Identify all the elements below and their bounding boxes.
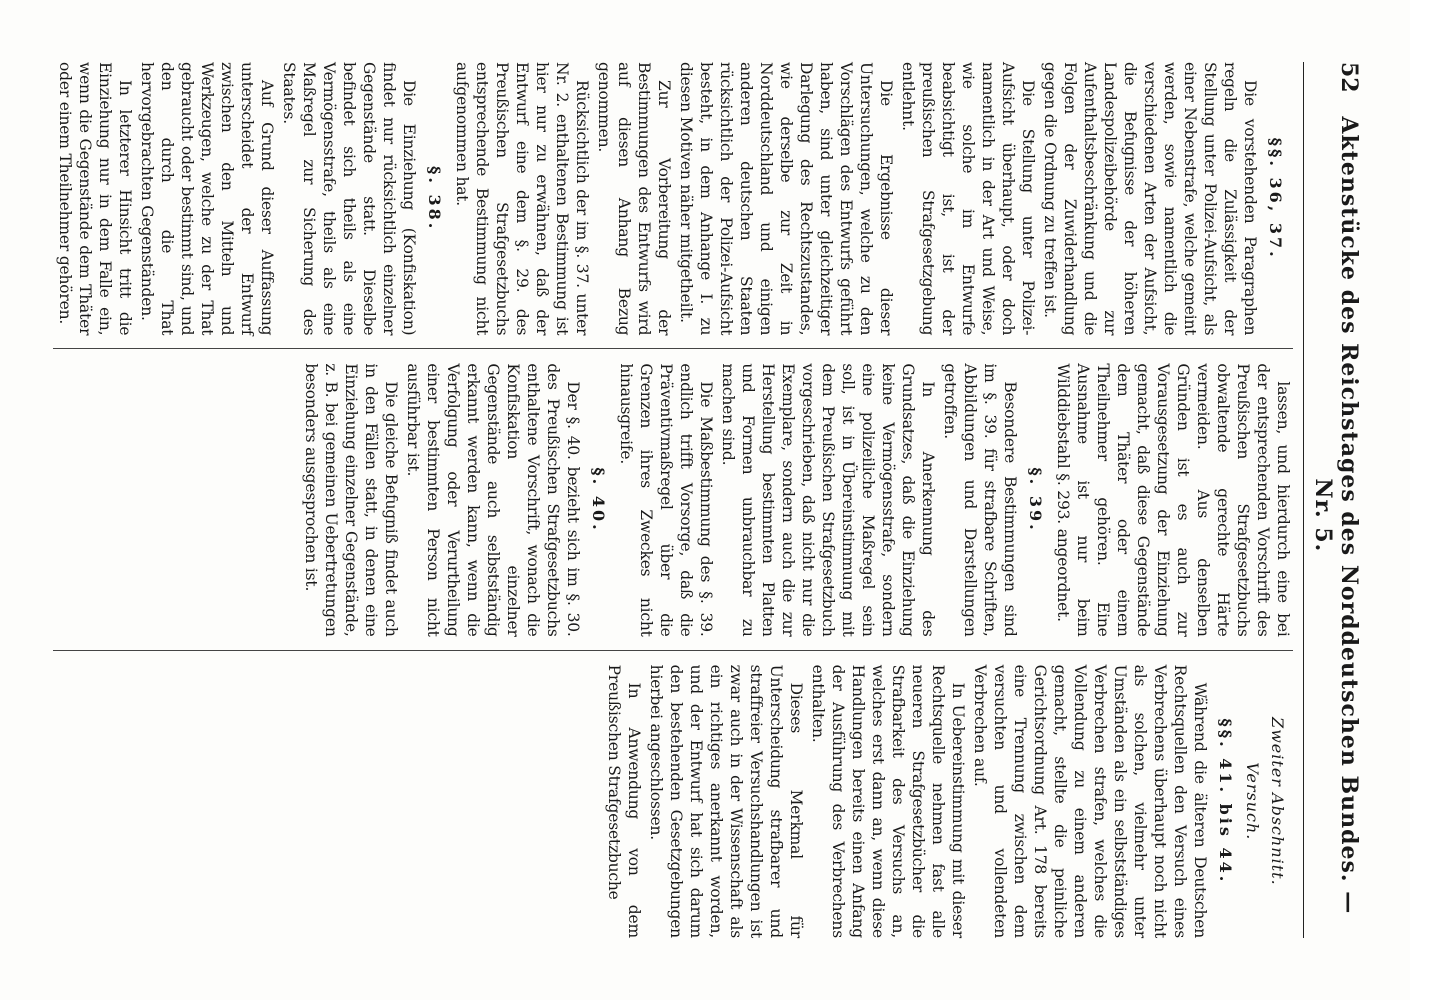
paragraph: In Uebereinstimmung mit dieser Rechtsquelle nehmen fast alle neueren Strafgesetzbücher die Strafbarkeit des Versuchs an, welches erst dann an, wenn diese Handlungen bereits einen Anfang der Ausführung des Verbrechens enthalten. <box>809 664 967 938</box>
page-header <box>1303 62 1362 938</box>
section-heading: Zweiter Abschnitt. <box>1268 716 1287 886</box>
paragraph: Während die älteren Deutschen Rechtsquellen den Versuch eines Verbrechens überhaupt noch nicht als solchen, vielmehr unter Umständen als ein selbstständiges Verbrechen strafen, welches die Vollendung zu einem anderen gemacht, stellte die peinliche Gerichtsordnung Art. 178 bereits eine Trennung zwischen dem versuchten und vollendeten Verbrechen auf. <box>971 664 1209 938</box>
section-heading: §. 40. <box>589 467 608 533</box>
paragraph: Rücksichtlich der im §. 37. unter Nr. 2. enthaltenen Bestimmung ist hier nur zu erwähnen, daß der Entwurf eine dem §. 29. des Preußischen Strafgesetzbuchs entsprechende Bestimmung nicht aufgenommen hat. <box>453 62 591 336</box>
paragraph: In letzterer Hinsicht tritt die Einziehung nur in dem Falle ein, wenn die Gegenstände dem Thäter oder einem Theilnehmer gehören. <box>56 62 134 336</box>
left-column <box>53 62 1293 335</box>
section-heading: §. 38. <box>425 165 444 232</box>
paragraph: Dieses Merkmal für Unterscheidung strafbarer und straffreier Versuchshandlungen ist zwar auch in der Wissenschaft als ein richtiges anerkannt worden, und der Entwurf hat sich darum den bestehenden Gesetzgebungen hierbei angeschlossen. <box>647 664 805 938</box>
right-column <box>53 665 1293 938</box>
paragraph: Auf Grund dieser Auffassung unterscheidet der Entwurf zwischen den Mitteln und Werkzeugen, welche zu der That gebraucht oder bestimmt sind, und den durch die That hervorgebrachten Gegenständen. <box>138 62 276 336</box>
paragraph: Die vorstehenden Paragraphen regeln die Zulässigkeit der Stellung unter Polizei-Aufsicht, als einer Nebenstrafe, welche gemeint werden, sowie namentlich die verschiedenen Arten der Aufsicht, die Befugnisse der höheren Landespolizeibehörde zur Aufenthaltsbeschränkung und die Folgen der Zuwiderhandlung gegen die Ordnung zu treffen ist. <box>1041 62 1259 336</box>
paragraph: In Anerkennung des Grundsatzes, daß die Einziehung keine Vermögensstrafe, sondern eine polizeiliche Maßregel sein soll, ist in Übereinstimmung mit dem Preußischen Strafgesetzbuch vorgeschrieben, daß nicht nur die Exemplare, sondern auch die zur Herstellung bestimmten Platten und Formen unbrauchbar zu machen sind. <box>719 363 937 637</box>
text-columns <box>53 62 1293 938</box>
section-heading: Versuch. <box>1243 762 1262 841</box>
section-heading: §. 39. <box>1026 467 1045 533</box>
running-title: Aktenstücke des Reichstages des Norddeutschen Bundes. — Nr. 5. <box>1310 116 1362 915</box>
paragraph: In Anwendung von dem Preußischen Strafgesetzbuche <box>605 664 643 938</box>
page-number: 52 <box>1336 62 1362 93</box>
paragraph: Die Einziehung (Konfiskation) findet nur rücksichtlich einzelner Gegenstände statt. Dieselbe befindet sich theils als eine Vermögensstrafe, theils als eine Maßregel zur Sicherung des Staates. <box>280 62 418 336</box>
paragraph: Die gleiche Befugniß findet auch in den Fällen statt, in denen eine Einziehung einzelner Gegenstände, z. B. bei gemeinen Uebertretungen besonders ausgesprochen ist. <box>302 363 400 637</box>
paragraph: Die Stellung unter Polizei-Aufsicht überhaupt, oder doch namentlich in der Art und Weise, wie solche im Entwurfe beabsichtigt ist, ist der preußischen Strafgesetzgebung entlehnt. <box>899 62 1037 336</box>
paragraph: Besondere Bestimmungen sind im §. 39. für strafbare Schriften, Abbildungen und Darstellungen getroffen. <box>941 363 1019 637</box>
section-heading: §§. 41. bis 44. <box>1216 718 1235 885</box>
paragraph: lassen, und hierdurch eine bei der entsprechenden Vorschrift des Preußischen Strafgesetzbuchs obwaltende gerechte Härte vermeiden. Aus denselben Gründen ist es auch zur Vorausgesetzung der Einziehung gemacht, daß diese Gegenstände dem Thäter oder einem Theilnehmer gehören. Eine Ausnahme ist nur beim Wilddiebstahl §. 293. angeordnet. <box>1054 363 1292 637</box>
paragraph: Die Ergebnisse dieser Untersuchungen, welche zu den Vorschlägen des Entwurfs geführt haben, sind unter gleichzeitiger Darlegung des Rechtszustandes, wie derselbe zur Zeit in Norddeutschland und einigen anderen deutschen Staaten rücksichtlich der Polizei-Aufsicht besteht, in dem Anhange I. zu diesen Motiven näher mitgetheilt. <box>677 62 895 336</box>
paragraph: Der §. 40. bezieht sich im §. 30. des Preußischen Strafgesetzbuchs enthaltene Vorschrift, wonach die Konfiskation einzelner Gegenstände auch selbstständig erkannt werden kann, wenn die Verfolgung oder Verurtheilung einer bestimmten Person nicht ausführbar ist. <box>404 363 582 637</box>
paragraph: Die Maßbestimmung des §. 39. endlich trifft Vorsorge, daß die Präventivmaßregel über die Grenzen ihres Zweckes nicht hinausgreife. <box>617 363 715 637</box>
section-heading: §§. 36, 37. <box>1266 137 1285 260</box>
paragraph: Zur Vorbereitung der Bestimmungen des Entwurfs wird auf diesen Anhang Bezug genommen. <box>595 62 673 336</box>
middle-column <box>53 363 1293 636</box>
